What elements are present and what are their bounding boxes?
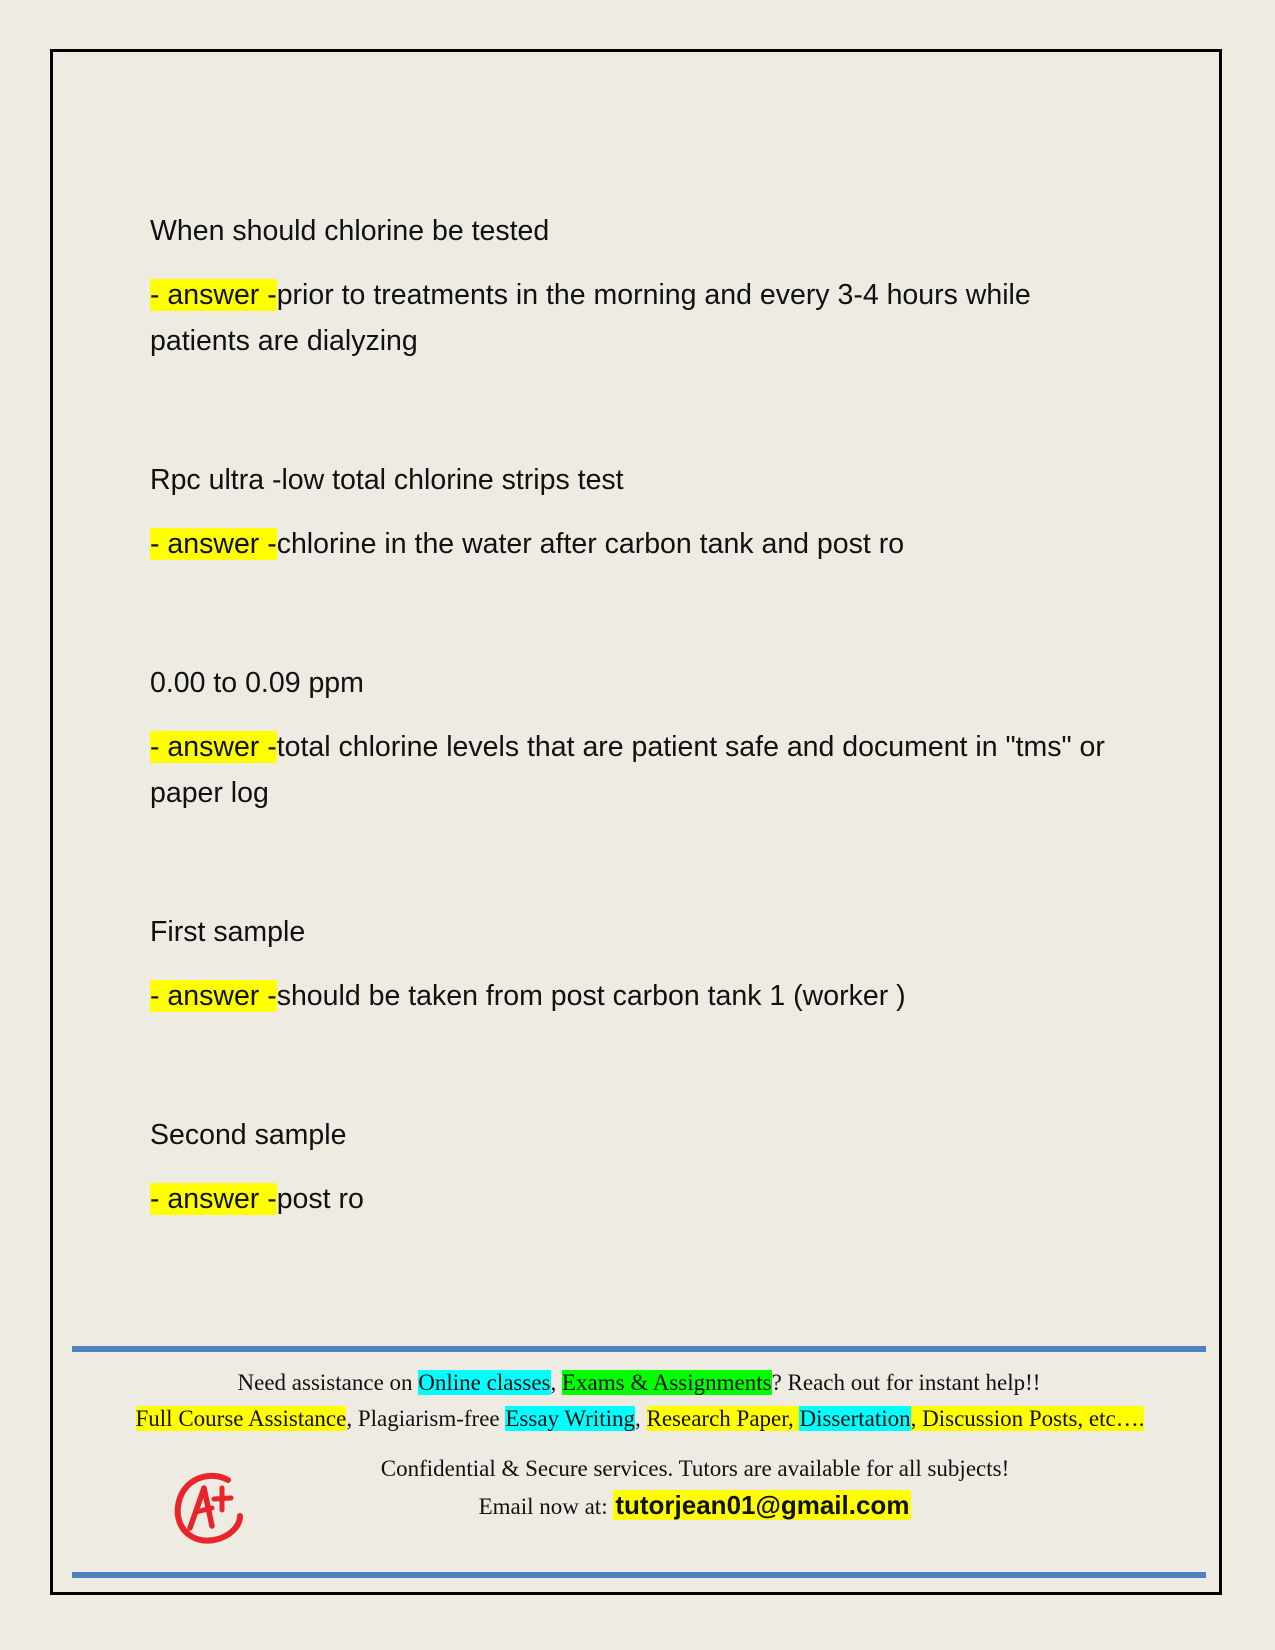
question: First sample (150, 916, 306, 948)
answer-tag: - answer - (150, 980, 277, 1012)
answer (150, 973, 1130, 1019)
email-label: Email now at: (478, 1494, 614, 1519)
qa-item-5 (150, 1112, 1130, 1222)
question: Rpc ultra -low total chlorine strips test (150, 464, 624, 496)
qa-item-1 (150, 208, 1130, 364)
footer-text: , (550, 1370, 562, 1395)
footer-line-2 (60, 1406, 1220, 1432)
answer-tag: - answer - (150, 731, 277, 763)
answer-tag: - answer - (150, 1183, 277, 1215)
question: 0.00 to 0.09 ppm (150, 667, 364, 699)
footer-line-1 (72, 1370, 1206, 1396)
answer-text: post ro (276, 1183, 364, 1215)
essay-writing-highlight: Essay Writing (505, 1406, 635, 1431)
discussion-posts-highlight: , Discussion Posts, etc…. (910, 1406, 1145, 1431)
footer-text: ? Reach out for instant help!! (771, 1370, 1041, 1395)
research-paper-highlight: Research Paper, (646, 1406, 800, 1431)
email-link[interactable]: tutorjean01@gmail.com (615, 1490, 910, 1520)
answer (150, 521, 1130, 567)
footer-text: , Plagiarism-free (346, 1406, 506, 1431)
answer (150, 272, 1130, 364)
answer-text: should be taken from post carbon tank 1 (worker ) (276, 980, 906, 1012)
footer-text: Need assistance on (237, 1370, 419, 1395)
question: Second sample (150, 1119, 347, 1151)
footer-top-rule (72, 1346, 1206, 1352)
dissertation-highlight: Dissertation (799, 1406, 911, 1431)
online-classes-highlight: Online classes (418, 1370, 551, 1395)
footer-line-4 (220, 1490, 1170, 1521)
footer-line-3: Confidential & Secure services. Tutors are available for all subjects! (380, 1456, 1010, 1481)
answer (150, 1176, 1130, 1222)
answer-tag: - answer - (150, 528, 277, 560)
full-course-highlight: Full Course Assistance (135, 1406, 347, 1431)
qa-item-3 (150, 660, 1130, 816)
answer-text: prior to treatments in the morning and every 3-4 hours while patients are dialyzing (150, 279, 1031, 357)
answer-tag: - answer - (150, 279, 277, 311)
answer-text: chlorine in the water after carbon tank and post ro (276, 528, 905, 560)
qa-item-4 (150, 909, 1130, 1019)
qa-item-2 (150, 457, 1130, 567)
footer-bottom-rule (72, 1572, 1206, 1578)
answer-text: total chlorine levels that are patient safe and document in "tms" or paper log (150, 731, 1105, 809)
footer-text: , (635, 1406, 647, 1431)
question: When should chlorine be tested (150, 215, 550, 247)
answer (150, 724, 1130, 816)
exams-highlight: Exams & Assignments (562, 1370, 772, 1395)
